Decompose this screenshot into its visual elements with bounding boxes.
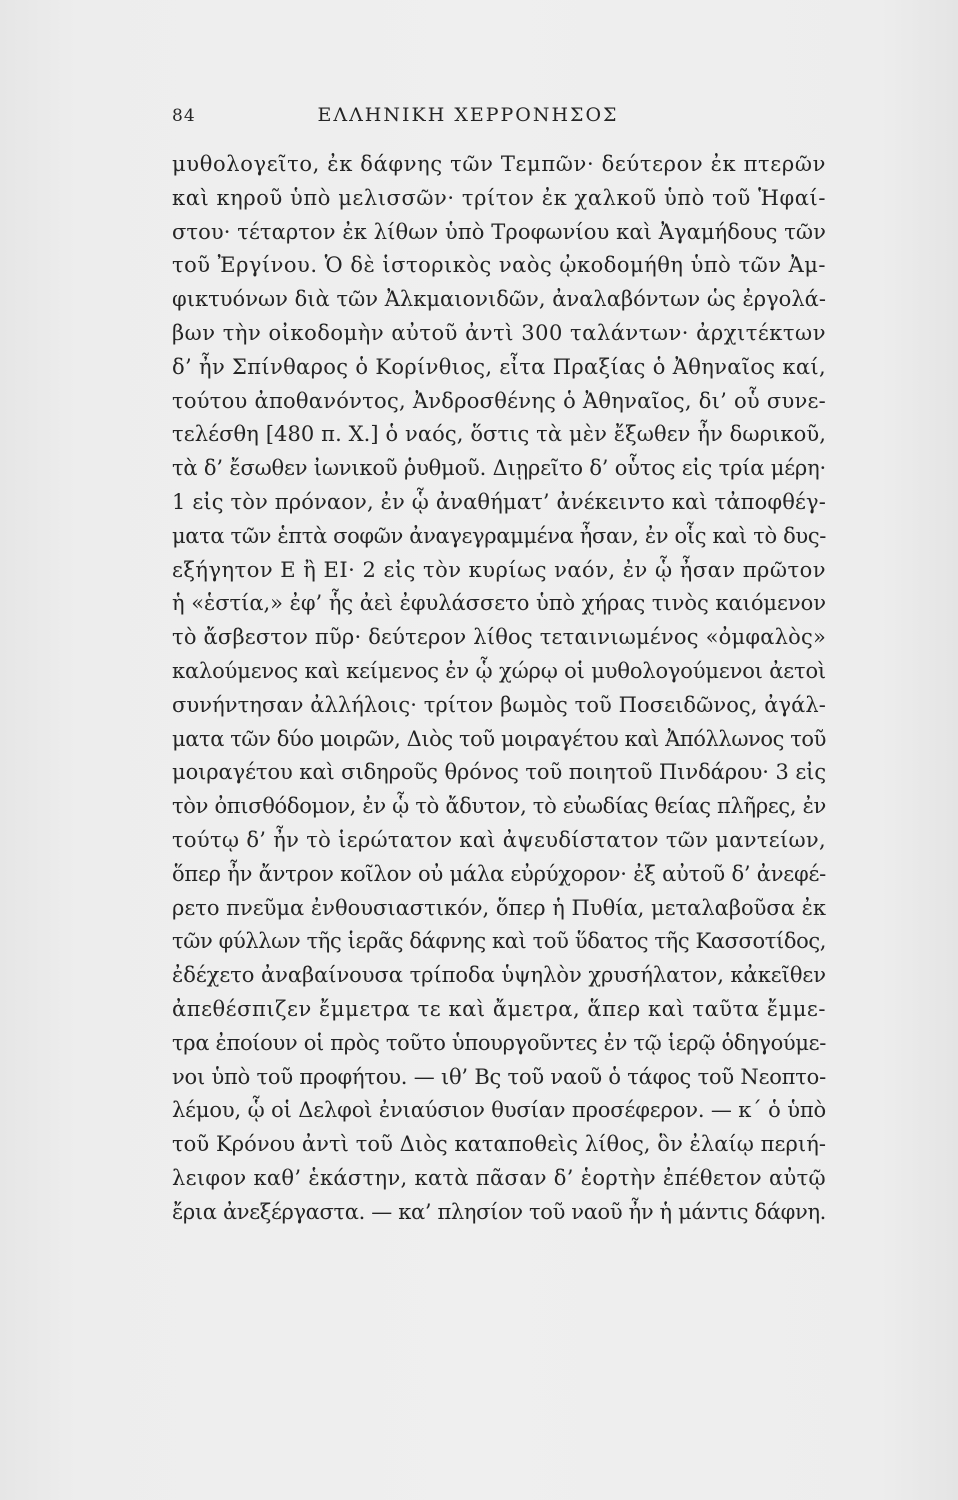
text-line: στου· τέταρτον ἐκ λίθων ὑπὸ Τροφωνίου καὶ Ἀγαμήδους τῶν xyxy=(172,219,826,244)
text-line: εξήγητον Ε ἢ ΕΙ· 2 εἰς τὸν κυρίως ναόν, ἐν ᾧ ἦσαν πρῶτον xyxy=(172,557,826,582)
text-line: ἔρια ἀνεξέργαστα. — κα’ πλησίον τοῦ ναοῦ ἦν ἡ μάντις δάφνη. xyxy=(172,1199,826,1224)
text-line: καὶ κηροῦ ὑπὸ μελισσῶν· τρίτον ἐκ χαλκοῦ ὑπὸ τοῦ Ἡφαί- xyxy=(172,185,826,210)
text-line: ἡ «ἑστία,» ἐφ’ ἧς ἀεὶ ἐφυλάσσετο ὑπὸ χήρας τινὸς καιόμενον xyxy=(172,591,826,616)
text-line: ματα τῶν ἑπτὰ σοφῶν ἀναγεγραμμένα ἦσαν, ἐν οἷς καὶ τὸ δυς- xyxy=(172,523,826,548)
text-line: τρα ἐποίουν οἱ πρὸς τοῦτο ὑπουργοῦντες ἐν τῷ ἱερῷ ὁδηγούμε- xyxy=(172,1030,826,1055)
text-line: τοῦ Κρόνου ἀντὶ τοῦ Διὸς καταποθεὶς λίθος, ὃν ἐλαίῳ περιή- xyxy=(172,1132,826,1157)
text-line: καλούμενος καὶ κείμενος ἐν ᾧ χώρῳ οἱ μυθολογούμενοι ἀετοὶ xyxy=(172,658,826,683)
text-line: νοι ὑπὸ τοῦ προφήτου. — ιθ’ Βς τοῦ ναοῦ ὁ τάφος τοῦ Νεοπτο- xyxy=(172,1064,826,1089)
text-line: τούτου ἀποθανόντος, Ἀνδροσθένης ὁ Ἀθηναῖος, δι’ οὗ συνε- xyxy=(172,388,826,413)
text-line: τὸν ὀπισθόδομον, ἐν ᾧ τὸ ἄδυτον, τὸ εὐωδίας θείας πλῆρες, ἐν xyxy=(172,794,826,819)
text-line: μοιραγέτου καὶ σιδηροῦς θρόνος τοῦ ποιητοῦ Πινδάρου· 3 εἰς xyxy=(172,760,826,785)
text-line: ἐδέχετο ἀναβαίνουσα τρίποδα ὑψηλὸν χρυσήλατον, κἀκεῖθεν xyxy=(172,963,826,988)
text-line: τελέσθη [480 π. Χ.] ὁ ναός, ὅστις τὰ μὲν ἔξωθεν ἦν δωρικοῦ, xyxy=(172,422,826,447)
text-line: ματα τῶν δύο μοιρῶν, Διὸς τοῦ μοιραγέτου καὶ Ἀπόλλωνος τοῦ xyxy=(172,726,826,751)
text-line: βων τὴν οἰκοδομὴν αὐτοῦ ἀντὶ 300 ταλάντων· ἀρχιτέκτων xyxy=(172,320,826,345)
body-text xyxy=(172,148,826,1230)
text-line: τούτῳ δ’ ἦν τὸ ἱερώτατον καὶ ἀψευδίστατον τῶν μαντείων, xyxy=(172,827,826,852)
text-line: λέμου, ᾧ οἱ Δελφοὶ ἐνιαύσιον θυσίαν προσέφερον. — κ΄ ὁ ὑπὸ xyxy=(172,1098,826,1123)
text-line: ὅπερ ἦν ἄντρον κοῖλον οὐ μάλα εὐρύχορον· ἐξ αὐτοῦ δ’ ἀνεφέ- xyxy=(172,861,826,886)
text-line: μυθολογεῖτο, ἐκ δάφνης τῶν Τεμπῶν· δεύτερον ἐκ πτερῶν xyxy=(172,152,826,176)
text-line: φικτυόνων διὰ τῶν Ἀλκμαιονιδῶν, ἀναλαβόντων ὡς ἐργολά- xyxy=(172,287,826,312)
running-title: ΕΛΛΗΝΙΚΗ ΧΕΡΡΟΝΗΣΟΣ xyxy=(317,104,619,126)
text-line: δ’ ἦν Σπίνθαρος ὁ Κορίνθιος, εἶτα Πραξίας ὁ Ἀθηναῖος καί, xyxy=(172,354,826,379)
text-line: τῶν φύλλων τῆς ἱερᾶς δάφνης καὶ τοῦ ὕδατος τῆς Κασσοτίδος, xyxy=(172,929,826,954)
text-line: τὰ δ’ ἔσωθεν ἰωνικοῦ ῥυθμοῦ. Διῃρεῖτο δ’ οὗτος εἰς τρία μέρη· xyxy=(172,456,826,481)
text-line: συνήντησαν ἀλλήλοις· τρίτον βωμὸς τοῦ Ποσειδῶνος, ἀγάλ- xyxy=(172,692,826,717)
page-number: 84 xyxy=(172,106,196,126)
text-line: τοῦ Ἐργίνου. Ὁ δὲ ἱστορικὸς ναὸς ᾠκοδομήθη ὑπὸ τῶν Ἀμ- xyxy=(172,253,826,278)
text-line: τὸ ἄσβεστον πῦρ· δεύτερον λίθος τεταινιωμένος «ὀμφαλὸς» xyxy=(172,625,826,650)
text-line: ρετο πνεῦμα ἐνθουσιαστικόν, ὅπερ ἡ Πυθία, μεταλαβοῦσα ἐκ xyxy=(172,895,826,920)
text-line: ἀπεθέσπιζεν ἔμμετρα τε καὶ ἄμετρα, ἅπερ καὶ ταῦτα ἔμμε- xyxy=(172,996,826,1021)
text-line: λειφον καθ’ ἑκάστην, κατὰ πᾶσαν δ’ ἑορτὴν ἐπέθετον αὐτῷ xyxy=(172,1165,826,1190)
text-line: 1 εἰς τὸν πρόναον, ἐν ᾧ ἀναθήματ’ ἀνέκειντο καὶ τἀποφθέγ- xyxy=(172,489,826,514)
